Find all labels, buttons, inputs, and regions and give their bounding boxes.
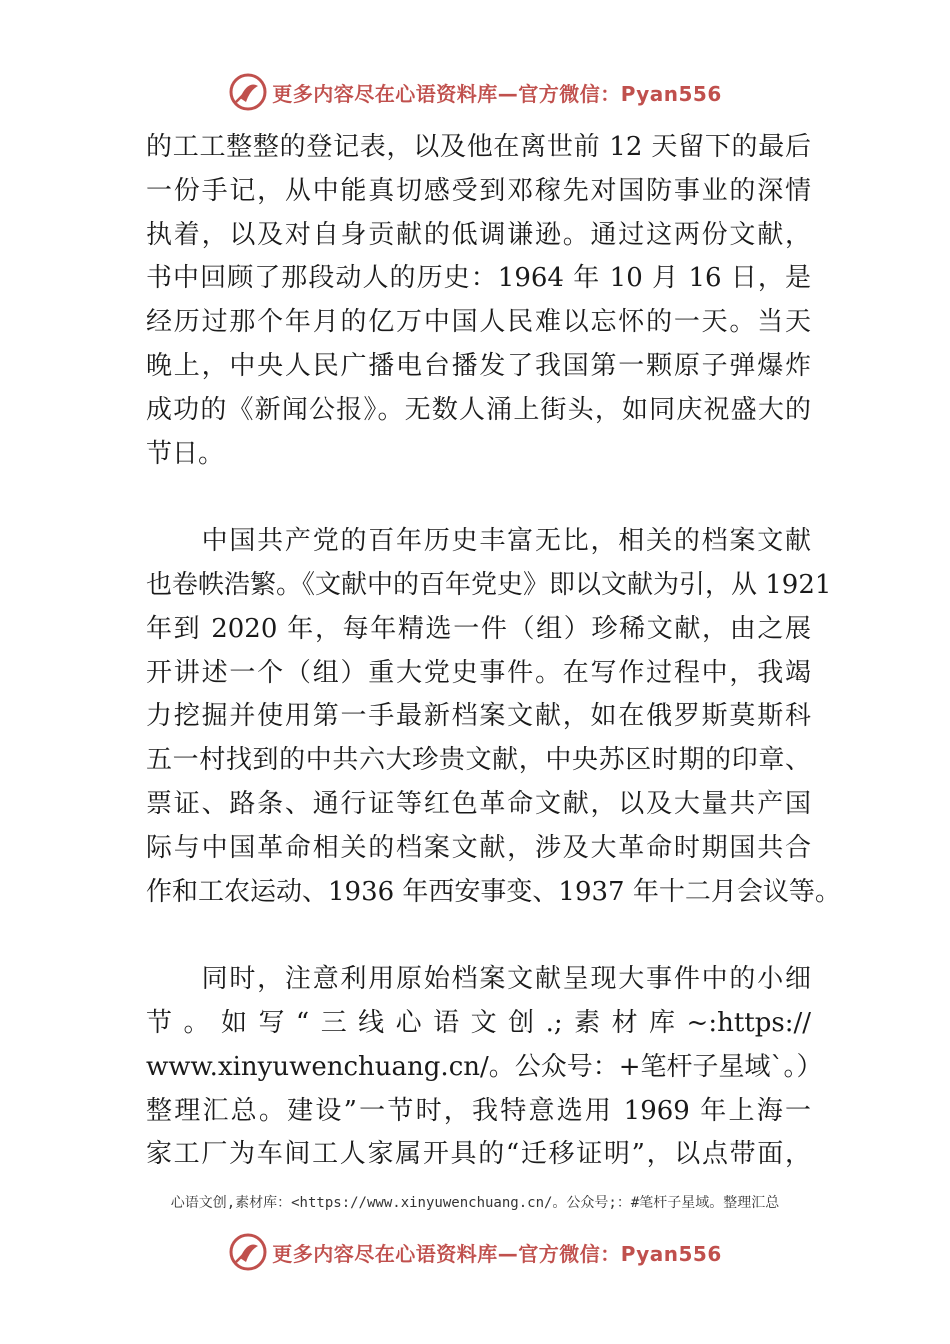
document-body [146,126,841,1177]
text-line: 经历过那个年月的亿万中国人民难以忘怀的一天。当天 [146,307,811,338]
footer-note: 心语文创,素材库：<https://www.xinyuwenchuang.cn/。公众号;：#笔杆子星域。整理汇总 [170,1195,780,1211]
text-line: 家工厂为车间工人家属开具的“迁移证明”，以点带面， [146,1139,811,1170]
text-line: 书中回顾了那段动人的历史：1964 年 10 月 16 日，是 [146,263,811,294]
text-line: 开讲述一个（组）重大党史事件。在写作过程中，我竭 [146,657,811,688]
text-line: 作和工农运动、1936 年西安事变、1937 年十二月会议等。 [146,876,841,907]
text-line: 执着，以及对自身贡献的低调谦逊。通过这两份文献， [146,219,811,250]
text-line: 票证、路条、通行证等红色革命文献，以及大量共产国 [146,788,811,819]
paragraph-gap [146,476,811,520]
text-line: 年到 2020 年，每年精选一件（组）珍稀文献，由之展 [146,613,811,644]
text-line: 中国共产党的百年历史丰富无比，相关的档案文献 [146,526,811,557]
text-line: 也卷帙浩繁。《文献中的百年党史》即以文献为引，从 1921 [146,569,832,600]
paragraph-gap [146,914,811,958]
text-line: 力挖掘并使用第一手最新档案文献，如在俄罗斯莫斯科 [146,701,811,732]
brand-logo-icon [228,1232,268,1272]
text-line: 的工工整整的登记表，以及他在离世前 12 天留下的最后 [146,132,811,162]
text-line: 晚上，中央人民广播电台播发了我国第一颗原子弹爆炸 [146,350,811,381]
text-line: www.xinyuwenchuang.cn/。公众号：+笔杆子星域`。） [146,1051,823,1082]
brand-logo-icon [228,72,268,112]
text-line: 节日。 [146,438,225,469]
text-line: 一份手记，从中能真切感受到邓稼先对国防事业的深情 [146,175,811,206]
text-line: 节。如写“三线心语文创.;素材库~:https:// [146,1007,811,1038]
text-line: 五一村找到的中共六大珍贵文献，中央苏区时期的印章、 [146,745,811,776]
text-line: 成功的《新闻公报》。无数人涌上街头，如同庆祝盛大的 [146,394,811,425]
footer-banner [0,1228,950,1276]
text-line: 同时，注意利用原始档案文献呈现大事件中的小细 [146,964,811,995]
text-line: 际与中国革命相关的档案文献，涉及大革命时期国共合 [146,832,811,863]
header-banner [0,68,950,116]
text-line: 整理汇总。建设”一节时，我特意选用 1969 年上海一 [146,1095,811,1126]
header-banner-text: 更多内容尽在心语资料库—官方微信：Pyan556 [272,81,722,106]
footer-banner-text: 更多内容尽在心语资料库—官方微信：Pyan556 [272,1241,722,1266]
